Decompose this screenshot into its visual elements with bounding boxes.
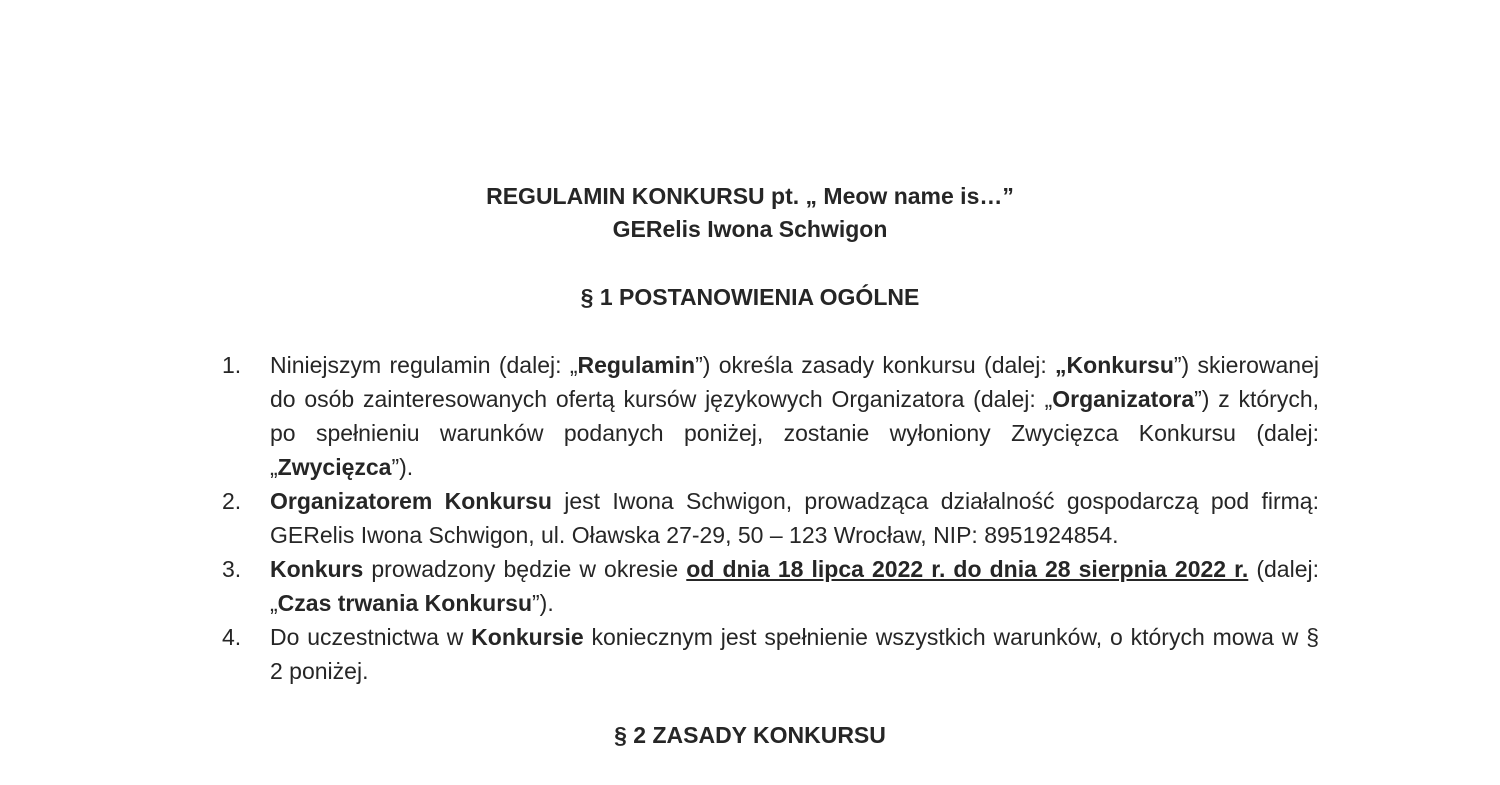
list-item-number: 3. [222, 556, 242, 582]
bold-term: Organizatora [1052, 386, 1195, 412]
list-item-text: (dalej: „ [270, 556, 1319, 616]
list-item [222, 348, 1319, 484]
section-heading-1: § 1 POSTANOWIENIA OGÓLNE [580, 284, 920, 310]
list-item-number: 4. [222, 624, 242, 650]
list-item [222, 552, 1319, 620]
list-item-text: ”). [391, 454, 414, 480]
list-item-text: Do uczestnictwa w [270, 624, 472, 650]
section-heading-2: § 2 ZASADY KONKURSU [614, 722, 886, 748]
bold-term: Zwycięzca [277, 454, 392, 480]
document-title: REGULAMIN KONKURSU pt. „ Meow name is…” [486, 183, 1014, 209]
list-item-text: Niniejszym regulamin (dalej: „ [270, 352, 578, 378]
bold-term: Konkurs [270, 556, 364, 582]
list-item-text: ”) z których, po spełnieniu warunków podanych poniżej, zostanie wyłoniony Zwycięzca Konkursu (dalej: „ [270, 386, 1320, 480]
document-subtitle: GERelis Iwona Schwigon [612, 216, 888, 242]
list-item-text: ”) określa zasady konkursu (dalej: [695, 352, 1056, 378]
regulations-list [222, 348, 1319, 688]
bold-term: Konkursie [471, 624, 584, 650]
document-title-block [0, 180, 1500, 246]
list-item [222, 484, 1319, 552]
list-item-text: prowadzony będzie w okresie [363, 556, 687, 582]
list-item-number: 2. [222, 488, 242, 514]
list-item [222, 620, 1319, 688]
bold-term: Regulamin [577, 352, 696, 378]
list-item-number: 1. [222, 352, 242, 378]
list-item-text: jest Iwona Schwigon, prowadząca działalność gospodarczą pod firmą: GERelis Iwona Schwigon, ul. Oławska 27-29, 50 – 123 Wrocław, NIP: 8951924854. [270, 488, 1319, 548]
list-item-text: ”) skierowanej do osób zainteresowanych ofertą kursów językowych Organizatora (dalej: „ [270, 352, 1319, 412]
bold-term: Organizatorem Konkursu [270, 488, 552, 514]
bold-term: Czas trwania Konkursu [277, 590, 533, 616]
bold-term: „Konkursu [1055, 352, 1174, 378]
list-item-text: ”). [532, 590, 554, 616]
list-item-text: koniecznym jest spełnienie wszystkich warunków, o których mowa w § 2 poniżej. [270, 624, 1319, 684]
contest-period-dates: od dnia 18 lipca 2022 r. do dnia 28 sierpnia 2022 r. [686, 556, 1249, 582]
